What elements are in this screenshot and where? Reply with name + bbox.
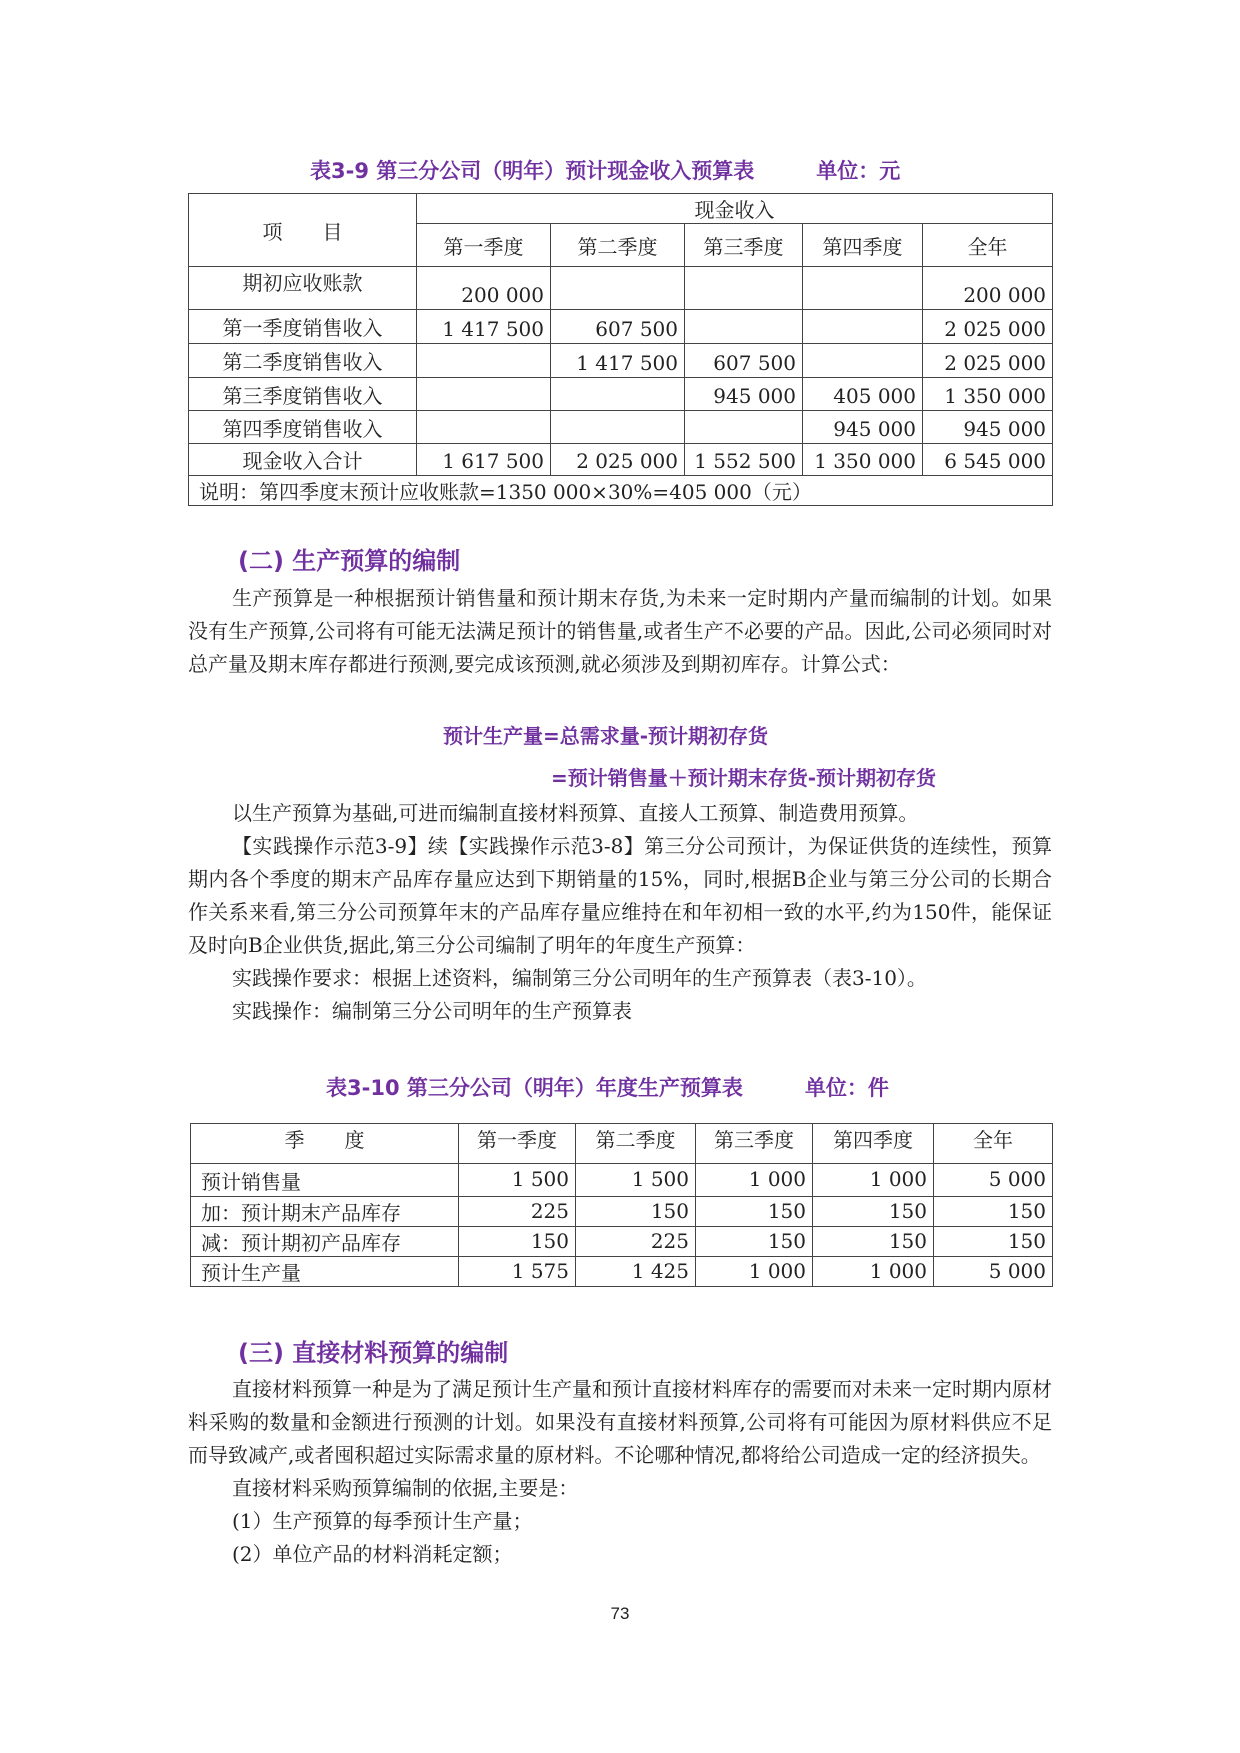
table-cell: 6 545 000 <box>923 444 1053 476</box>
row-label: 第二季度销售收入 <box>189 344 417 378</box>
table-cell: 200 000 <box>417 267 551 310</box>
table-cell <box>803 344 923 378</box>
column-header: 全年 <box>923 224 1053 267</box>
table-cell: 405 000 <box>803 378 923 411</box>
table-cell: 150 <box>813 1227 934 1257</box>
table-cell: 225 <box>459 1197 576 1227</box>
table-cell <box>685 310 803 344</box>
table-cell: 1 617 500 <box>417 444 551 476</box>
table-row <box>189 267 1053 310</box>
table-cell: 150 <box>696 1197 813 1227</box>
table-cell: 945 000 <box>685 378 803 411</box>
table-cell: 150 <box>813 1197 934 1227</box>
table-row <box>189 378 1053 411</box>
season-header: 季 度 <box>191 1124 459 1164</box>
table-cell: 945 000 <box>803 411 923 444</box>
table-cell <box>417 411 551 444</box>
list-item: (2）单位产品的材料消耗定额； <box>232 1542 513 1566</box>
table-cell: 5 000 <box>934 1164 1053 1197</box>
section2-body-2 <box>188 797 1052 1028</box>
table-row <box>189 310 1053 344</box>
table1-caption <box>310 155 900 185</box>
table-row <box>191 1227 1053 1257</box>
table-cell: 1 575 <box>459 1257 576 1287</box>
table-cell: 1 000 <box>813 1257 934 1287</box>
table-cell: 1 000 <box>696 1257 813 1287</box>
table-cell: 2 025 000 <box>551 444 685 476</box>
table-cell: 2 025 000 <box>923 310 1053 344</box>
table2-caption <box>326 1072 889 1102</box>
column-header: 第四季度 <box>803 224 923 267</box>
table-cell <box>551 411 685 444</box>
cash-receipts-table <box>188 193 1053 506</box>
production-budget-table <box>190 1123 1053 1287</box>
table-cell: 1 500 <box>576 1164 696 1197</box>
column-header: 第三季度 <box>696 1124 813 1164</box>
table-cell: 1 350 000 <box>803 444 923 476</box>
table-cell <box>551 267 685 310</box>
page-number: 73 <box>610 1604 630 1623</box>
table-cell: 5 000 <box>934 1257 1053 1287</box>
column-header: 第三季度 <box>685 224 803 267</box>
table-cell <box>685 411 803 444</box>
table-row <box>189 411 1053 444</box>
table-row <box>191 1164 1053 1197</box>
row-label: 加：预计期末产品库存 <box>191 1197 459 1227</box>
header-row <box>191 1124 1053 1164</box>
table-cell <box>803 310 923 344</box>
note-row <box>189 476 1053 506</box>
row-label: 期初应收账款 <box>189 267 417 310</box>
column-header: 全年 <box>934 1124 1053 1164</box>
table-cell: 607 500 <box>551 310 685 344</box>
paragraph: 以生产预算为基础,可进而编制直接材料预算、直接人工预算、制造费用预算。 <box>232 801 919 825</box>
table-cell: 1 417 500 <box>551 344 685 378</box>
section3-heading: (三) 直接材料预算的编制 <box>238 1339 509 1367</box>
paragraph: 直接材料预算一种是为了满足预计生产量和预计直接材料库存的需要而对未来一定时期内原材料采购的数量和金额进行预测的计划。如果没有直接材料预算,公司将有可能因为原材料供应不足而导致减产,或者囤积超过实际需求量的原材料。不论哪种情况,都将给公司造成一定的经济损失。 <box>188 1377 1052 1467</box>
table-cell: 150 <box>934 1227 1053 1257</box>
table-cell <box>551 378 685 411</box>
column-header: 第一季度 <box>417 224 551 267</box>
column-header: 第四季度 <box>813 1124 934 1164</box>
table1-title: 表3-9 第三分公司（明年）预计现金收入预算表 <box>310 159 755 183</box>
row-label: 第四季度销售收入 <box>189 411 417 444</box>
row-label: 预计生产量 <box>191 1257 459 1287</box>
row-label: 现金收入合计 <box>189 444 417 476</box>
table-row <box>191 1257 1053 1287</box>
table-cell: 200 000 <box>923 267 1053 310</box>
table-cell: 150 <box>576 1197 696 1227</box>
table-cell <box>417 378 551 411</box>
table-row <box>189 344 1053 378</box>
row-label: 第三季度销售收入 <box>189 378 417 411</box>
table1-unit: 单位：元 <box>816 159 901 183</box>
table-cell: 2 025 000 <box>923 344 1053 378</box>
table-cell: 1 000 <box>696 1164 813 1197</box>
paragraph: 实践操作要求：根据上述资料，编制第三分公司明年的生产预算表（表3-10）。 <box>232 966 927 990</box>
table-cell: 1 500 <box>459 1164 576 1197</box>
list-item: (1）生产预算的每季预计生产量； <box>232 1509 533 1533</box>
table-cell: 1 552 500 <box>685 444 803 476</box>
formula-line-2: =预计销售量＋预计期末存货-预计期初存货 <box>551 766 937 790</box>
table-cell: 945 000 <box>923 411 1053 444</box>
table-cell: 225 <box>576 1227 696 1257</box>
item-header: 项 目 <box>189 194 417 267</box>
row-label: 减：预计期初产品库存 <box>191 1227 459 1257</box>
paragraph: 实践操作：编制第三分公司明年的生产预算表 <box>232 999 632 1023</box>
table-cell: 150 <box>696 1227 813 1257</box>
table-cell: 150 <box>459 1227 576 1257</box>
group-header: 现金收入 <box>417 194 1053 224</box>
column-header: 第二季度 <box>576 1124 696 1164</box>
table-cell <box>417 344 551 378</box>
table-note: 说明：第四季度末预计应收账款=1350 000×30%=405 000（元） <box>189 476 1053 506</box>
section3-body <box>188 1373 1052 1571</box>
table2-unit: 单位：件 <box>804 1076 889 1100</box>
paragraph: 生产预算是一种根据预计销售量和预计期末存货,为未来一定时期内产量而编制的计划。如果没有生产预算,公司将有可能无法满足预计的销售量,或者生产不必要的产品。因此,公司必须同时对总产量及期末库存都进行预测,要完成该预测,就必须涉及到期初库存。计算公式： <box>188 586 1052 676</box>
table-cell <box>685 267 803 310</box>
column-header: 第二季度 <box>551 224 685 267</box>
table-cell: 150 <box>934 1197 1053 1227</box>
column-header: 第一季度 <box>459 1124 576 1164</box>
table-cell: 1 417 500 <box>417 310 551 344</box>
table-cell <box>803 267 923 310</box>
table2-title: 表3-10 第三分公司（明年）年度生产预算表 <box>326 1076 743 1100</box>
section2-heading: (二) 生产预算的编制 <box>238 547 461 575</box>
table-cell: 1 425 <box>576 1257 696 1287</box>
table-row <box>191 1197 1053 1227</box>
formula-line-1: 预计生产量=总需求量-预计期初存货 <box>443 724 769 748</box>
paragraph: 直接材料采购预算编制的依据,主要是： <box>232 1476 579 1500</box>
table-cell: 1 350 000 <box>923 378 1053 411</box>
paragraph: 【实践操作示范3-9】续【实践操作示范3-8】第三分公司预计，为保证供货的连续性，预算期内各个季度的期末产品库存量应达到下期销量的15%，同时,根据B企业与第三分公司的长期合作关系来看,第三分公司预算年末的产品库存量应维持在和年初相一致的水平,约为150件，能保证及时向B企业供货,据此,第三分公司编制了明年的年度生产预算： <box>188 834 1052 957</box>
row-label: 预计销售量 <box>191 1164 459 1197</box>
table-cell: 1 000 <box>813 1164 934 1197</box>
table-row <box>189 444 1053 476</box>
row-label: 第一季度销售收入 <box>189 310 417 344</box>
table-cell: 607 500 <box>685 344 803 378</box>
section2-body <box>188 582 1052 681</box>
